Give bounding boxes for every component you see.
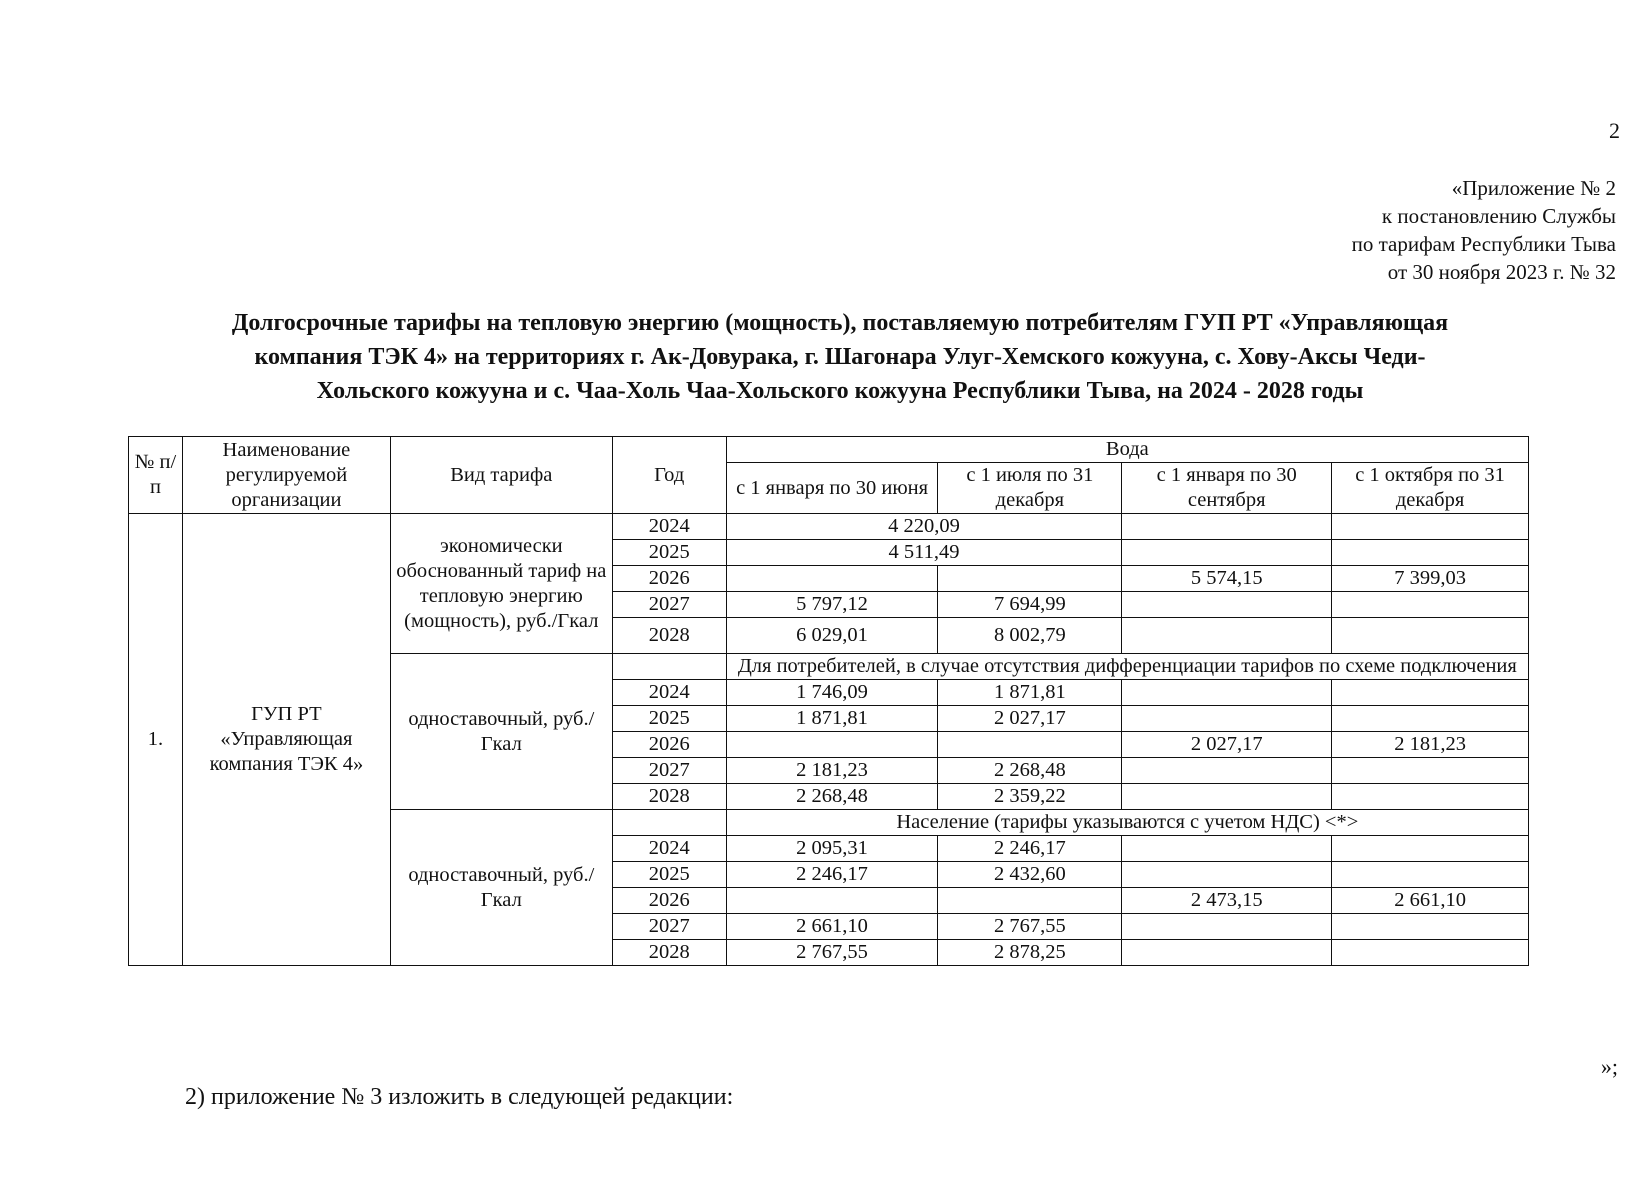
tariff-value: 7 399,03 [1332,566,1529,592]
tariff-value: 2 181,23 [1332,732,1529,758]
tariff-value: 2 661,10 [726,914,938,940]
tariff-value [938,732,1122,758]
tariff-value: 5 574,15 [1122,566,1332,592]
tariff-value [1332,514,1529,540]
tariff-value: 2 432,60 [938,862,1122,888]
header-org: Наименование регулируемой организации [182,437,390,514]
year-cell: 2024 [612,680,726,706]
header-tariff-type: Вид тарифа [390,437,612,514]
tariff-value: 2 246,17 [726,862,938,888]
item-2-text: 2) приложение № 3 изложить в следующей редакции: [185,1084,734,1110]
year-cell: 2025 [612,540,726,566]
year-cell: 2026 [612,888,726,914]
year-cell [612,654,726,680]
header-year: Год [612,437,726,514]
tariff-value [726,732,938,758]
tariff-value [1122,940,1332,966]
tariff-value [1122,618,1332,654]
tariff-value [1122,706,1332,732]
appendix-line: «Приложение № 2 [1451,176,1616,200]
tariff-value [1122,784,1332,810]
header-period-3: с 1 января по 30 сентября [1122,463,1332,514]
title-line: компания ТЭК 4» на территориях г. Ак-Довурака, г. Шагонара Улуг-Хемского кожууна, с. Хову-Аксы Чеди- [254,344,1426,370]
tariff-value [1122,862,1332,888]
organization-name: ГУП РТ «Управляющая компания ТЭК 4» [182,514,390,966]
tariff-value: 2 661,10 [1332,888,1529,914]
year-cell: 2028 [612,784,726,810]
tariff-value [1332,680,1529,706]
year-cell: 2024 [612,836,726,862]
tariff-value: 1 746,09 [726,680,938,706]
year-cell: 2025 [612,706,726,732]
appendix-line: к постановлению Службы [1381,204,1616,228]
tariff-value [1332,592,1529,618]
tariff-value [726,566,938,592]
tariff-value: 2 095,31 [726,836,938,862]
tariff-value [1332,836,1529,862]
tariff-type: экономически обоснованный тариф на тепловую энергию (мощность), руб./Гкал [390,514,612,654]
tariff-value [1122,914,1332,940]
consumer-group-header: Население (тарифы указываются с учетом НДС) <*> [726,810,1528,836]
tariff-value-merged: 4 220,09 [726,514,1122,540]
appendix-line: от 30 ноября 2023 г. № 32 [1387,260,1616,284]
header-period-2: с 1 июля по 31 декабря [938,463,1122,514]
year-cell: 2027 [612,914,726,940]
appendix-reference [1352,174,1616,286]
tariff-value: 2 268,48 [938,758,1122,784]
tariff-value: 5 797,12 [726,592,938,618]
tariff-value-merged: 4 511,49 [726,540,1122,566]
year-cell: 2026 [612,566,726,592]
tariff-value: 8 002,79 [938,618,1122,654]
tariff-value [1122,592,1332,618]
tariff-value [1332,784,1529,810]
tariff-value [1122,836,1332,862]
tariff-value: 2 027,17 [938,706,1122,732]
tariff-type: одноставочный, руб./Гкал [390,810,612,966]
year-cell: 2025 [612,862,726,888]
year-cell: 2026 [612,732,726,758]
tariff-value [1122,680,1332,706]
tariff-value [1332,618,1529,654]
tariff-value [938,888,1122,914]
tariff-value: 1 871,81 [938,680,1122,706]
tariff-value: 2 473,15 [1122,888,1332,914]
tariff-value [1122,758,1332,784]
tariff-value: 7 694,99 [938,592,1122,618]
title-line: Хольского кожууна и с. Чаа-Холь Чаа-Хольского кожууна Республики Тыва, на 2024 - 2028 годы [316,378,1364,404]
tariff-value: 2 181,23 [726,758,938,784]
year-cell: 2028 [612,618,726,654]
tariff-value [1332,540,1529,566]
closing-quote: »; [1600,1054,1618,1079]
header-period-1: с 1 января по 30 июня [726,463,938,514]
tariff-value: 6 029,01 [726,618,938,654]
year-cell [612,810,726,836]
header-period-4: с 1 октября по 31 декабря [1332,463,1529,514]
tariff-value: 2 268,48 [726,784,938,810]
year-cell: 2028 [612,940,726,966]
tariff-value: 2 767,55 [938,914,1122,940]
year-cell: 2024 [612,514,726,540]
tariff-value: 2 027,17 [1122,732,1332,758]
tariff-value [1332,758,1529,784]
header-num: № п/п [129,437,183,514]
table-row [129,514,1529,540]
tariff-type: одноставочный, руб./Гкал [390,654,612,810]
consumer-group-header: Для потребителей, в случае отсутствия дифференциации тарифов по схеме подключения [726,654,1528,680]
tariff-value [1332,940,1529,966]
year-cell: 2027 [612,758,726,784]
title-line: Долгосрочные тарифы на тепловую энергию (мощность), поставляемую потребителям ГУП РТ «Управляющая [231,310,1449,336]
tariff-value: 2 878,25 [938,940,1122,966]
tariff-value [938,566,1122,592]
tariff-value: 2 767,55 [726,940,938,966]
row-number: 1. [129,514,183,966]
tariff-value [726,888,938,914]
tariff-table [128,436,1529,966]
tariff-value: 2 359,22 [938,784,1122,810]
page-number: 2 [1609,118,1620,143]
appendix-line: по тарифам Республики Тыва [1351,232,1616,256]
tariff-value [1122,540,1332,566]
tariff-value [1332,706,1529,732]
tariff-value: 1 871,81 [726,706,938,732]
tariff-value: 2 246,17 [938,836,1122,862]
document-title [100,306,1580,408]
tariff-value [1122,514,1332,540]
tariff-value [1332,862,1529,888]
year-cell: 2027 [612,592,726,618]
header-water-group: Вода [726,437,1528,463]
tariff-value [1332,914,1529,940]
